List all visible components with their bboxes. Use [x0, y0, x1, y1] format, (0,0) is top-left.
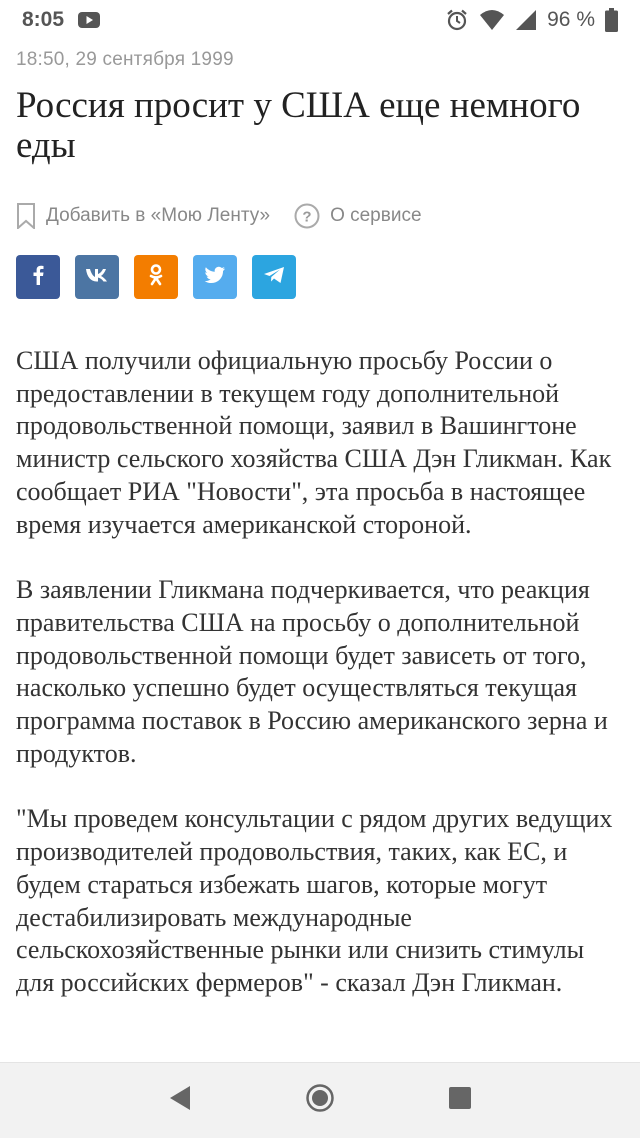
- system-nav-bar: [0, 1062, 640, 1138]
- article-content: [0, 40, 640, 1062]
- help-icon: [294, 203, 320, 229]
- telegram-share-button[interactable]: [252, 255, 296, 299]
- article-date: 18:50, 29 сентября 1999: [16, 49, 234, 70]
- battery-icon: [605, 8, 618, 32]
- battery-percent: 96 %: [547, 8, 595, 31]
- back-icon: [168, 1085, 192, 1116]
- youtube-icon: [78, 12, 100, 28]
- home-button[interactable]: [290, 1071, 350, 1131]
- odnoklassniki-share-button[interactable]: [134, 255, 178, 299]
- home-icon: [306, 1084, 334, 1117]
- add-to-feed-label: Добавить в «Мою Ленту»: [46, 205, 271, 226]
- recents-button[interactable]: [430, 1071, 490, 1131]
- about-service-button[interactable]: [294, 203, 421, 229]
- signal-icon: [515, 9, 537, 31]
- svg-text:?: ?: [302, 208, 312, 226]
- vk-share-button[interactable]: [75, 255, 119, 299]
- telegram-icon: [263, 266, 285, 289]
- vk-icon: [85, 267, 109, 287]
- twitter-icon: [204, 266, 226, 289]
- article-body: [16, 345, 624, 1000]
- wifi-icon: [479, 9, 505, 31]
- article-paragraph: США получили официальную просьбу России о предоставлении в текущем году дополнительной продовольственной помощи, заявил в Вашингтоне министр сельского хозяйства США Дэн Гликман. Как сообщает РИА "Новости", эта просьба в настоящее время изучается американской стороной.: [16, 346, 612, 539]
- about-service-label: О сервисе: [330, 205, 422, 226]
- facebook-icon: [32, 265, 44, 290]
- share-buttons: [16, 255, 624, 299]
- status-time: 8:05: [22, 8, 65, 31]
- odnoklassniki-icon: [149, 264, 163, 291]
- add-to-feed-button[interactable]: [16, 203, 270, 229]
- back-button[interactable]: [150, 1071, 210, 1131]
- recents-icon: [448, 1086, 472, 1115]
- twitter-share-button[interactable]: [193, 255, 237, 299]
- article-paragraph: "Мы проведем консультации с рядом других ведущих производителей продовольствия, таких, как ЕС, и будем стараться избежать шагов, которые могут дестабилизировать международные сельскохозяйственные рынки или снизить стимулы для российских фермеров" - сказал Дэн Гликман.: [16, 804, 613, 997]
- article-title: Россия просит у США еще немного еды: [16, 85, 581, 166]
- facebook-share-button[interactable]: [16, 255, 60, 299]
- bookmark-icon: [16, 203, 36, 229]
- article-paragraph: В заявлении Гликмана подчеркивается, что реакция правительства США на просьбу о дополнительной продовольственной помощи будет зависеть от того, насколько успешно будет осуществляться текущая программа поставок в Россию американского зерна и продуктов.: [16, 575, 608, 768]
- article-actions: [16, 203, 624, 229]
- alarm-icon: [445, 8, 469, 32]
- status-bar: [0, 0, 640, 40]
